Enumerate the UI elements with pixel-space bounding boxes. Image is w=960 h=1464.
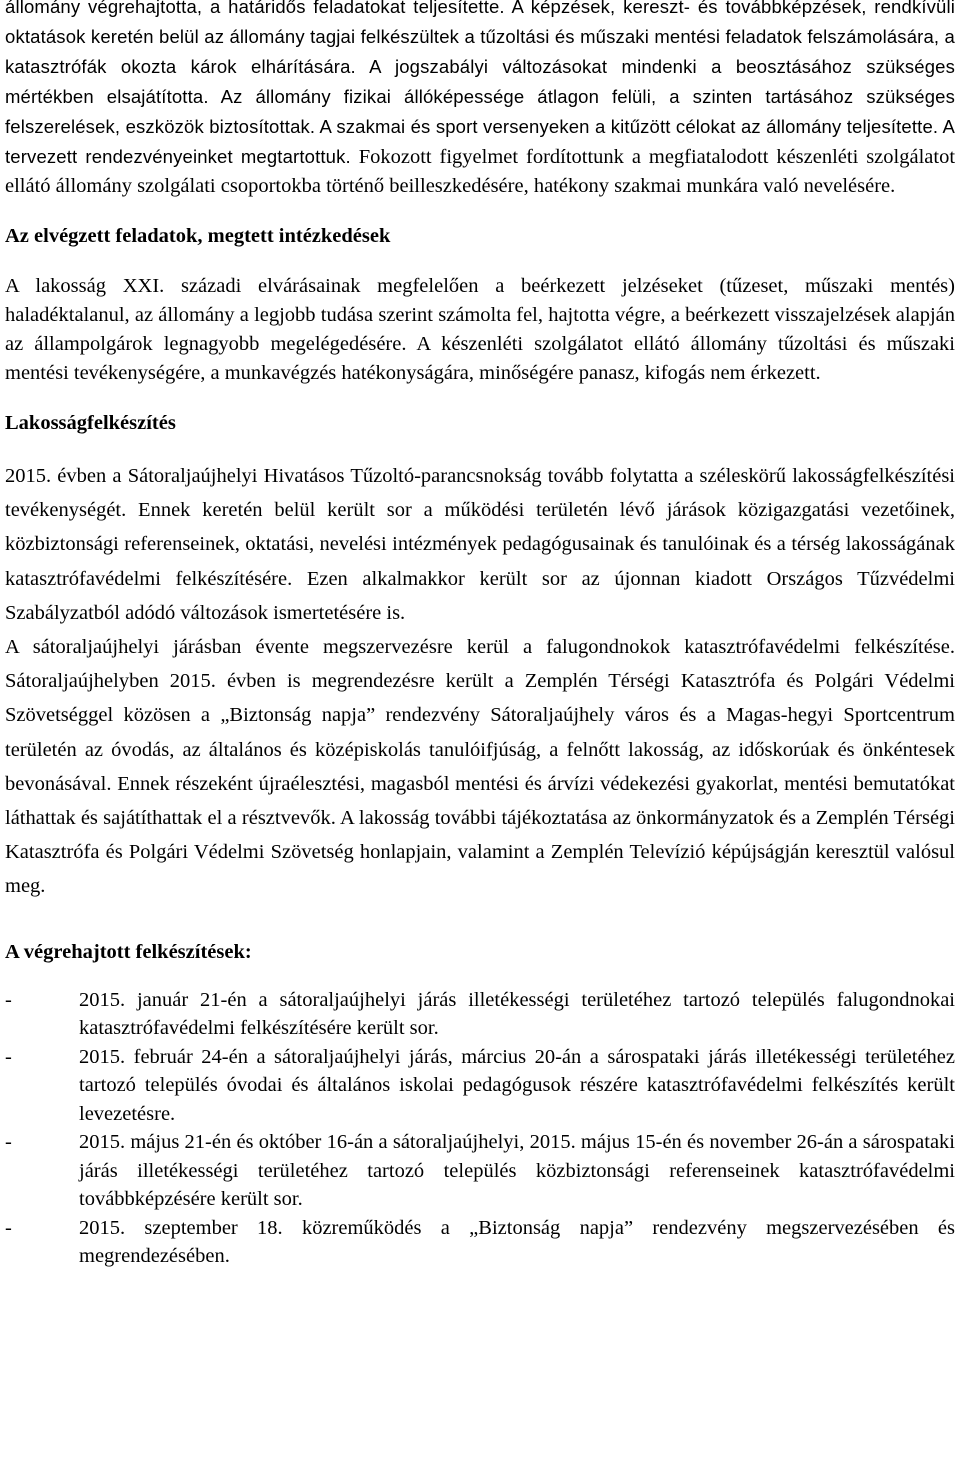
tasks-heading: Az elvégzett feladatok, megtett intézkedések (5, 225, 391, 247)
population-paragraph-2: A sátoraljaújhelyi járásban évente megszervezésre kerül a falugondnokok katasztrófavédelmi felkészítése. Sátoraljaújhelyben 2015. évben is megrendezésre került a Zemplén Térségi Katasztrófa és Polgári Védelmi Szövetséggel közösen a „Biztonság napja” rendezvény Sátoraljaújhely város és a Magas-hegyi Sportcentrum területén az óvodás, az általános és középiskolás tanulóifjúság, a felnőtt lakosság, az időskorúak és önkéntesek bevonásával. Ennek részeként újraélesztési, magasból mentési és árvízi védekezési gyakorlat, mentési bemutatókat láthattak és sajátíthattak el a résztvevők. A lakosság további tájékoztatása az önkormányzatok és a Zemplén Térségi Katasztrófa és Polgári Védelmi Szövetség honlapjain, valamint a Zemplén Televízió képújságján keresztül valósul meg. (5, 636, 955, 898)
dash-marker: - (5, 1131, 12, 1154)
intro-serif-text: Fokozott figyelmet fordítottunk a megfiatalodott készenléti szolgálatot ellátó állomány szolgálati csoportokba történő beilleszkedésére, hatékony szakmai munkára való nevelésére. (5, 146, 956, 197)
list-item-text: 2015. május 21-én és október 16-án a sátoraljaújhelyi, 2015. május 15-én és november 26-án a sárospataki járás illetékességi területéhez tartozó település közbiztonsági referenseinek katasztrófavédelmi továbbképzésére került sor. (79, 1131, 955, 1211)
population-paragraph-1: 2015. évben a Sátoraljaújhelyi Hivatásos Tűzoltó-parancsnokság tovább folytatta a széleskörű lakosságfelkészítési tevékenységét. Ennek keretén belül került sor a működési területén lévő járások közigazgatási vezetőinek, közbiztonsági referenseinek, oktatási, nevelési intézmények pedagógusainak és tanulóinak és a térség lakosságának katasztrófavédelmi felkészítésére. Ezen alkalmakkor került sor az újonnan kiadott Országos Tűzvédelmi Szabályzatból adódó változások ismertetésére is. (5, 465, 955, 624)
list-item-text: 2015. január 21-én a sátoraljaújhelyi járás illetékességi területéhez tartozó település falugondnokai katasztrófavédelmi felkészítésére került sor. (79, 988, 955, 1040)
document-page (5, 0, 955, 1271)
list-item (5, 1128, 955, 1214)
intro-sans-text: állomány végrehajtotta, a határidős feladatokat teljesítette. A képzések, kereszt- és továbbképzések, rendkívüli oktatások keretén belül az állomány tagjai felkészültek a tűzoltási és műszaki mentési feladatok felszámolására, a katasztrófák okozta károk elhárítására. A jogszabályi változásokat mindenki a beosztásához szükséges mértékben elsajátította. Az állomány fizikai állóképessége átlagon felüli, a szinten tartásához szükséges felszerelések, eszközök biztosítottak. A szakmai és sport versenyeken a kitűzött célokat az állomány teljesítette. A tervezett rendezvényeinket megtartottuk. (5, 0, 955, 167)
dash-marker: - (5, 1216, 12, 1239)
list-item (5, 986, 955, 1043)
dash-marker: - (5, 988, 12, 1011)
list-item-text: 2015. február 24-én a sátoraljaújhelyi járás, március 20-án a sárospataki járás illetékességi területéhez tartozó település óvodai és általános iskolai pedagógusok részére katasztrófavédelmi felkészítés került levezetésre. (79, 1045, 955, 1125)
population-heading: Lakosságfelkészítés (5, 412, 176, 434)
dash-marker: - (5, 1045, 12, 1068)
intro-paragraph (5, 0, 955, 201)
list-item (5, 1214, 955, 1271)
done-list (5, 986, 955, 1271)
list-item (5, 1043, 955, 1129)
done-heading: A végrehajtott felkészítések: (5, 940, 252, 963)
tasks-paragraph: A lakosság XXI. századi elvárásainak megfelelően a beérkezett jelzéseket (tűzeset, műszaki mentés) haladéktalanul, az állomány a legjobb tudása szerint számolta fel, hajtotta végre, a beérkezett visszajelzések alapján az állampolgárok legnagyobb megelégedésére. A készenléti szolgálatot ellátó állomány tűzoltási és műszaki mentési tevékenységére, a munkavégzés hatékonyságára, minőségére panasz, kifogás nem érkezett. (5, 275, 955, 384)
list-item-text: 2015. szeptember 18. közreműködés a „Biztonság napja” rendezvény megszervezésében és megrendezésében. (79, 1216, 955, 1268)
